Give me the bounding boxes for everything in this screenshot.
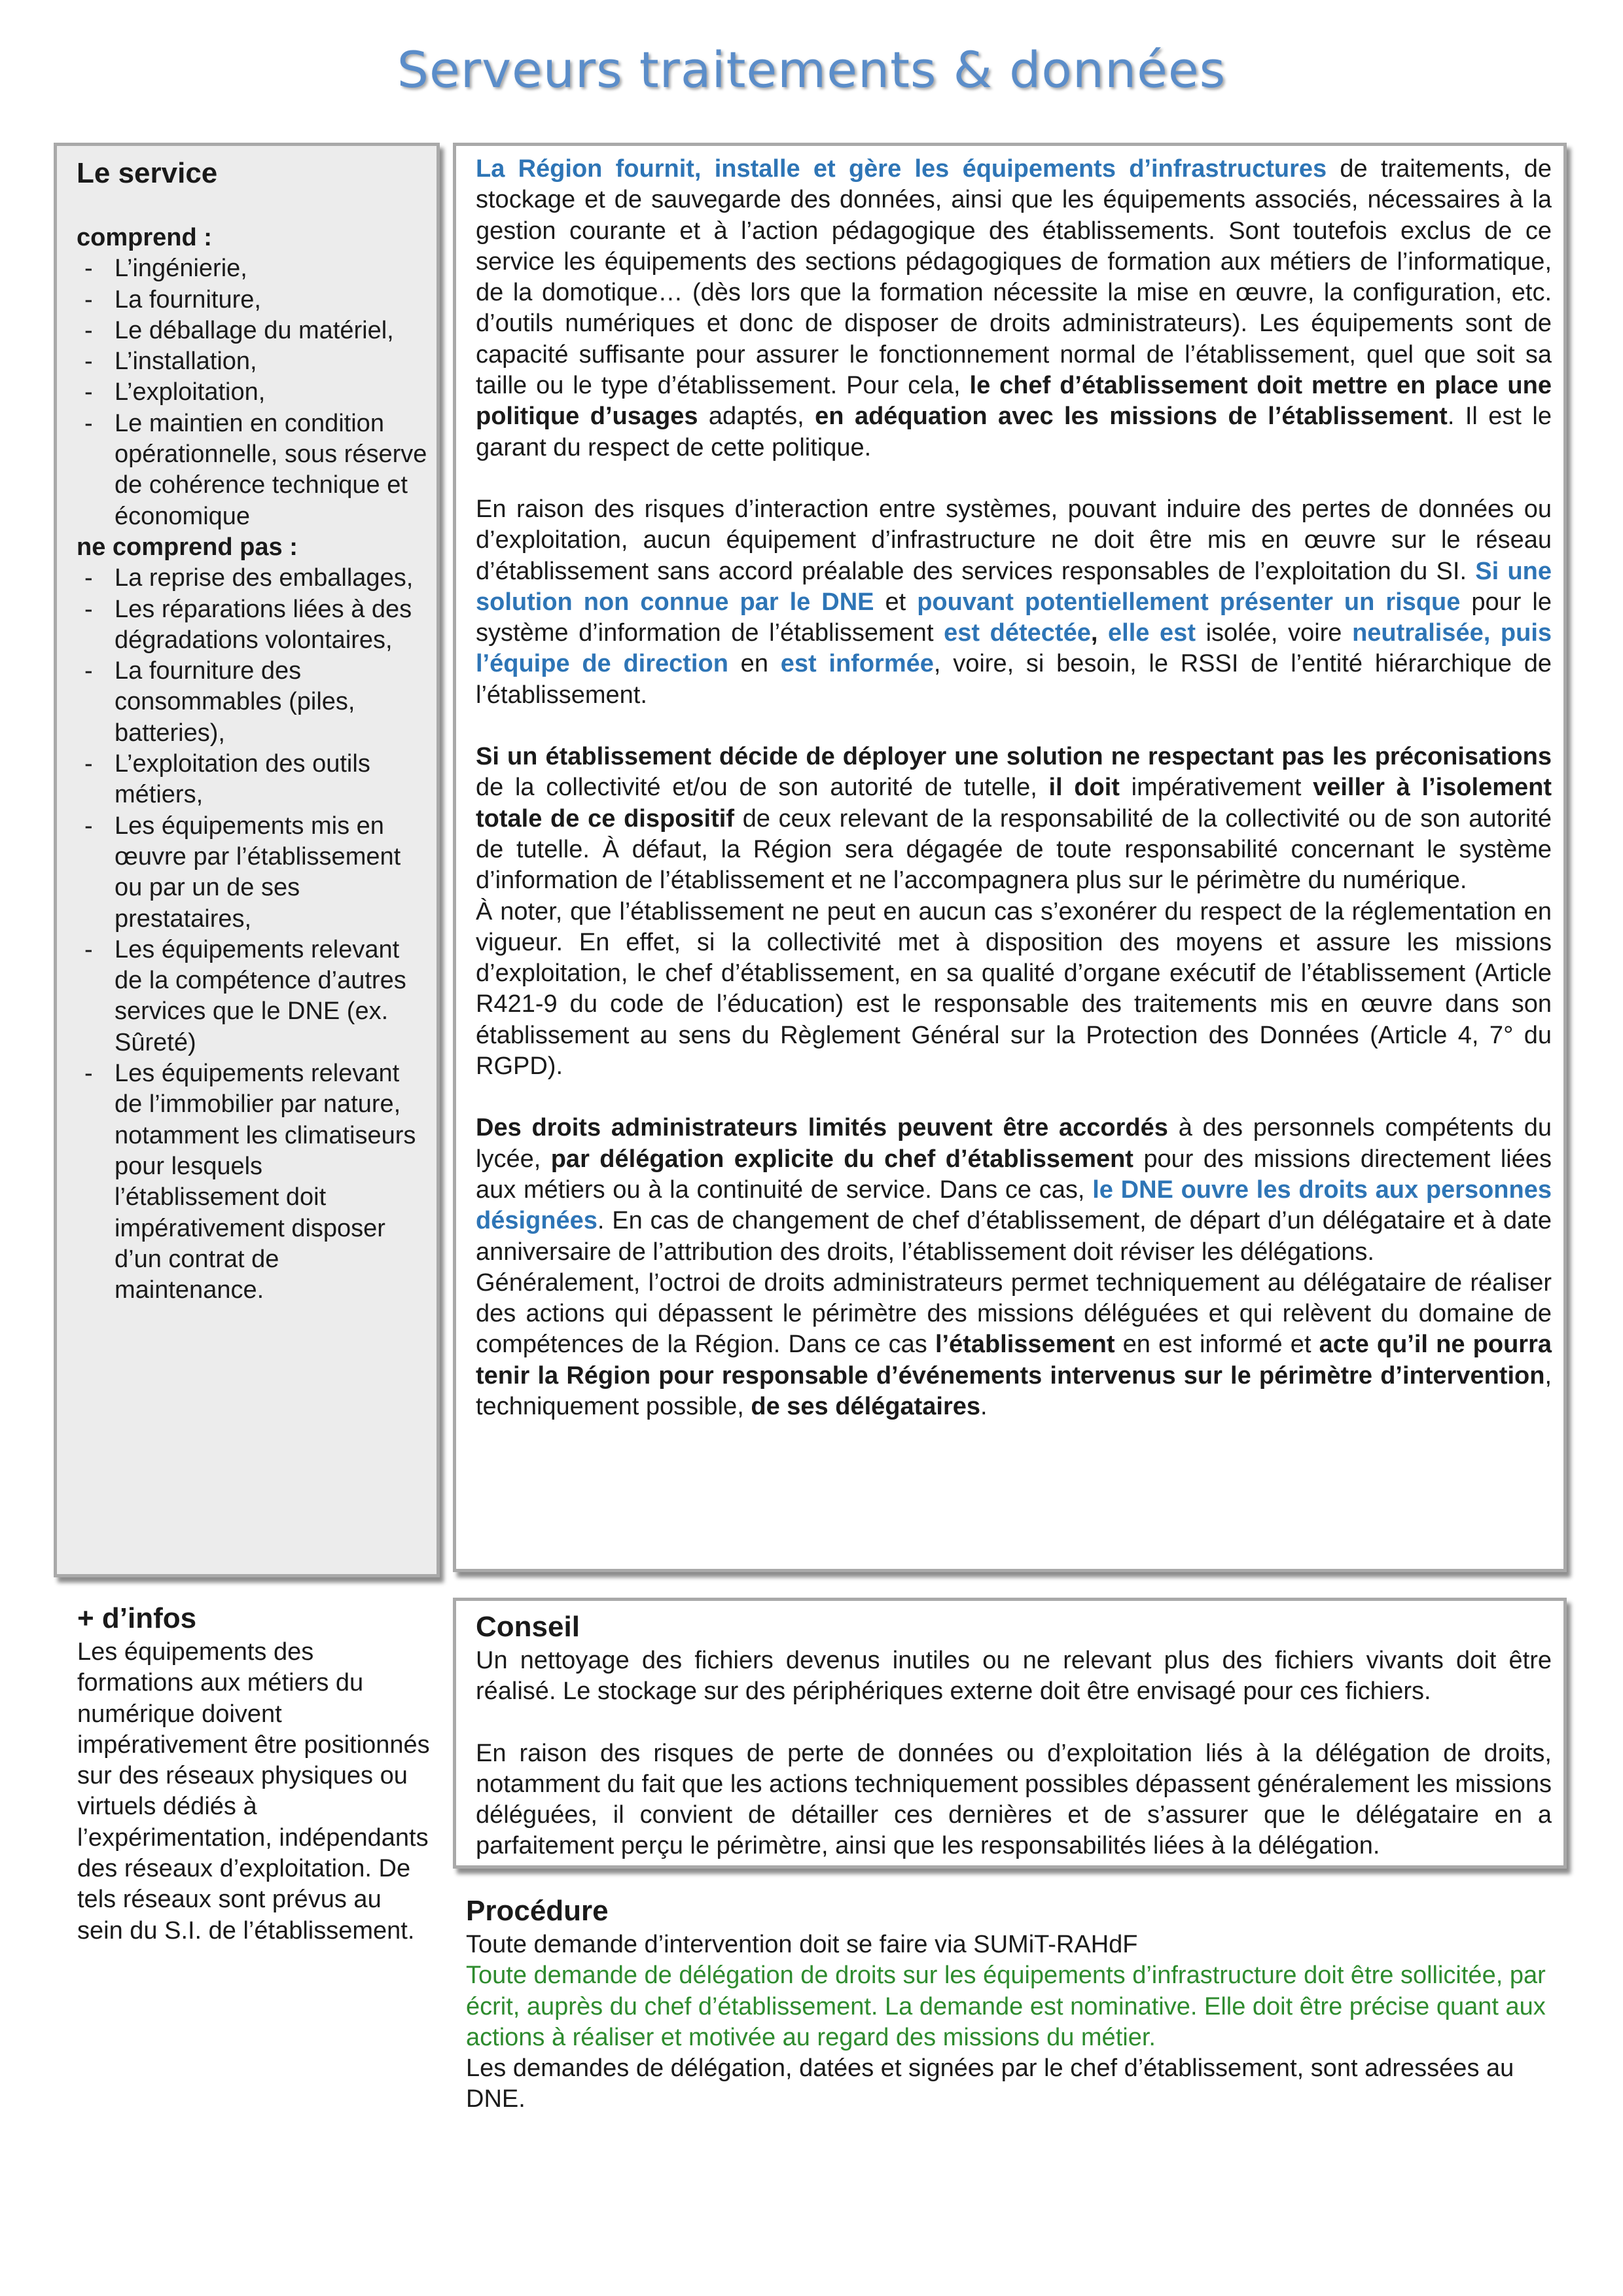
procedure-heading: Procédure xyxy=(466,1895,609,1927)
text-span: en adéquation avec les missions de l’établissement xyxy=(815,403,1448,431)
text-span: pour le système d’information de l’établissement xyxy=(476,588,1552,647)
list-item: - L’ingénierie, xyxy=(77,253,430,284)
text-span: veiller à l’isolement totale de ce dispositif xyxy=(476,774,1552,833)
service-scope-box xyxy=(54,143,440,1577)
text-span: La Région fournit, installe et gère les équipements d’infrastructures xyxy=(476,155,1327,183)
text-span: . En cas de changement de chef d’établissement, de départ d’un délégataire et à date anniversaire de l’attribution des droits, l’établissement doit réviser les délégations. xyxy=(476,1207,1552,1266)
list-item: - Le maintien en condition opérationnelle, sous réserve de cohérence technique et économique xyxy=(77,408,430,532)
text-span: impérativement xyxy=(1119,774,1313,802)
text-span: il doit xyxy=(1048,774,1120,802)
text-span: en xyxy=(728,650,781,678)
list-item: - Les équipements relevant de la compétence d’autres services que le DNE (ex. Sûreté) xyxy=(77,935,430,1058)
procedure-section xyxy=(466,1893,1565,2115)
procedure-line: Les demandes de délégation, datées et signées par le chef d’établissement, sont adressées au DNE. xyxy=(466,2054,1514,2113)
paragraph-admin-rights xyxy=(476,1113,1552,1267)
text-span: , xyxy=(1090,619,1109,647)
main-content-box xyxy=(453,143,1567,1572)
list-item: - Les équipements mis en œuvre par l’établissement ou par un de ses prestataires, xyxy=(77,811,430,935)
page-title: Serveurs traitements & données xyxy=(397,41,1226,99)
text-span: neutralisée, puis l’équipe de direction xyxy=(476,619,1552,678)
text-span: l’établissement xyxy=(935,1331,1115,1359)
text-span: le chef d’établissement doit mettre en place une politique d’usages xyxy=(476,372,1552,431)
text-span: est informée xyxy=(780,650,934,678)
paragraph-interaction-risks xyxy=(476,494,1552,711)
text-span: et xyxy=(874,588,918,616)
paragraph-regulation: À noter, que l’établissement ne peut en aucun cas s’exonérer du respect de la réglementation en vigueur. En effet, si la collectivité met à disposition des moyens et assure les missions d’exploitation, le chef d’établissement, en sa qualité d’organe exécutif de l’établissement (Article R421-9 du code de l’éducation) est le responsable des traitements mis en œuvre dans son établissement au sens du Règlement Général sur la Protection des Données (Article 4, 7° du RGPD). xyxy=(476,897,1552,1081)
advice-heading: Conseil xyxy=(476,1611,580,1643)
advice-paragraph: En raison des risques de perte de données ou d’exploitation liés à la délégation de droits, notamment du fait que les actions techniquement possibles dépassent généralement les missions déléguées, il convient de détailler ces dernières et de s’assurer que le délégataire en a parfaitement perçu le périmètre, ainsi que les responsabilités liées à la délégation. xyxy=(476,1739,1552,1860)
list-item: - L’exploitation, xyxy=(77,377,430,408)
text-span: Des droits administrateurs limités peuvent être accordés xyxy=(476,1114,1168,1142)
text-span: . xyxy=(980,1392,988,1420)
service-heading: Le service xyxy=(77,157,218,189)
list-item: - La reprise des emballages, xyxy=(77,563,430,594)
text-span: acte qu’il ne pourra tenir la Région pour responsable d’événements intervenus sur le périmètre d’intervention xyxy=(476,1331,1552,1390)
text-span: Si un établissement décide de déployer une solution ne respectant pas les préconisations xyxy=(476,743,1552,771)
text-span: est détectée xyxy=(944,619,1091,647)
list-item: - Les équipements relevant de l’immobilier par nature, notamment les climatiseurs pour lesquels l’établissement doit impérativement disposer d’un contrat de maintenance. xyxy=(77,1058,430,1306)
text-span: Généralement, l’octroi de droits administrateurs permet techniquement au délégataire de réaliser des actions qui dépassent le périmètre des missions déléguées et qui relèvent du domaine de compétences de la Région. Dans ce cas xyxy=(476,1268,1552,1359)
text-span: de ceux relevant de la responsabilité de la collectivité ou de son autorité de tutelle. À défaut, la Région sera dégagée de toute responsabilité concernant le système d’information de l’établissement et ne l’accompagnera plus sur le périmètre du numérique. xyxy=(476,804,1552,895)
text-span: elle est xyxy=(1108,619,1196,647)
list-item: - Les réparations liées à des dégradations volontaires, xyxy=(77,594,430,656)
list-item: - L’exploitation des outils métiers, xyxy=(77,749,430,811)
text-span: En raison des risques d’interaction entre systèmes, pouvant induire des pertes de données ou d’exploitation, aucun équipement d’infrastructure ne doit être mis en œuvre sur le réseau d’établissement sans accord préalable des services responsables de l’exploitation du SI. xyxy=(476,495,1552,585)
paragraph-region-provides xyxy=(476,154,1552,463)
more-info-text: Les équipements des formations aux métiers du numérique doivent impérativement être positionnés sur des réseaux physiques ou virtuels dédiés à l’expérimentation, indépendants des réseaux d’exploitation. De tels réseaux sont prévus au sein du S.I. de l’établissement. xyxy=(77,1638,430,1945)
list-item: - La fourniture des consommables (piles, batteries), xyxy=(77,656,430,749)
ne-comprend-list xyxy=(77,563,430,1306)
comprend-list xyxy=(77,253,430,532)
paragraph-delegation-scope xyxy=(476,1268,1552,1422)
text-span: adaptés, xyxy=(698,403,815,431)
advice-paragraph: Un nettoyage des fichiers devenus inutiles ou ne relevant plus des fichiers vivants doit être réalisé. Le stockage sur des périphériques externe doit être envisagé pour ces fichiers. xyxy=(476,1647,1552,1706)
text-span: de traitements, de stockage et de sauvegarde des données, ainsi que les équipements associés, nécessaires à la gestion courante et à l’action pédagogique des établissements. Sont toutefois exclus de ce service les équipements des sections pédagogiques de formation aux métiers de l’informatique, de la domotique… (dès lors que la formation nécessite la mise en œuvre, la configuration, etc. d’outils numériques et donc de disposer de droits administrateurs). Les équipements sont de capacité suffisante pour assurer le fonctionnement normal de l’établissement, quel que soit sa taille ou le type d’établissement. Pour cela, xyxy=(476,155,1552,400)
advice-content xyxy=(476,1609,1552,1862)
procedure-line: Toute demande d’intervention doit se faire via SUMiT-RAHdF xyxy=(466,1931,1138,1958)
text-span: , voire, si besoin, le RSSI de l’entité hiérarchique de l’établissement. xyxy=(476,650,1552,709)
more-info-heading: + d’infos xyxy=(77,1602,197,1634)
more-info-section xyxy=(77,1600,431,1946)
list-item: - La fourniture, xyxy=(77,285,430,315)
text-span: pour des missions directement liées aux métiers ou à la continuité de service. Dans ce cas, xyxy=(476,1145,1552,1204)
text-span: Si une solution non connue par le DNE xyxy=(476,557,1552,616)
text-span: à des personnels compétents du lycée, xyxy=(476,1114,1552,1173)
paragraph-non-compliant-solution xyxy=(476,742,1552,896)
text-span: de la collectivité et/ou de son autorité de tutelle, xyxy=(476,774,1049,802)
text-span: le DNE ouvre les droits aux personnes désignées xyxy=(476,1175,1552,1235)
ne-comprend-label: ne comprend pas : xyxy=(77,533,298,561)
advice-box xyxy=(453,1598,1567,1869)
service-scope-content xyxy=(77,155,430,1306)
list-item: - L’installation, xyxy=(77,346,430,377)
main-content xyxy=(476,154,1552,1422)
text-span: isolée, voire xyxy=(1195,619,1353,647)
text-span: en est informé et xyxy=(1115,1331,1319,1359)
text-span: par délégation explicite du chef d’établissement xyxy=(550,1145,1133,1173)
procedure-delegation-request: Toute demande de délégation de droits sur les équipements d’infrastructure doit être sollicitée, par écrit, auprès du chef d’établissement. La demande est nominative. Elle doit être précise quant aux actions à réaliser et motivée au regard des missions du métier. xyxy=(466,1962,1546,2051)
comprend-label: comprend : xyxy=(77,224,212,251)
text-span: , techniquement possible, xyxy=(476,1361,1552,1420)
text-span: de ses délégataires xyxy=(751,1392,981,1420)
text-span: pouvant potentiellement présenter un risque xyxy=(917,588,1461,616)
list-item: - Le déballage du matériel, xyxy=(77,315,430,346)
text-span: . Il est le garant du respect de cette politique. xyxy=(476,403,1552,461)
